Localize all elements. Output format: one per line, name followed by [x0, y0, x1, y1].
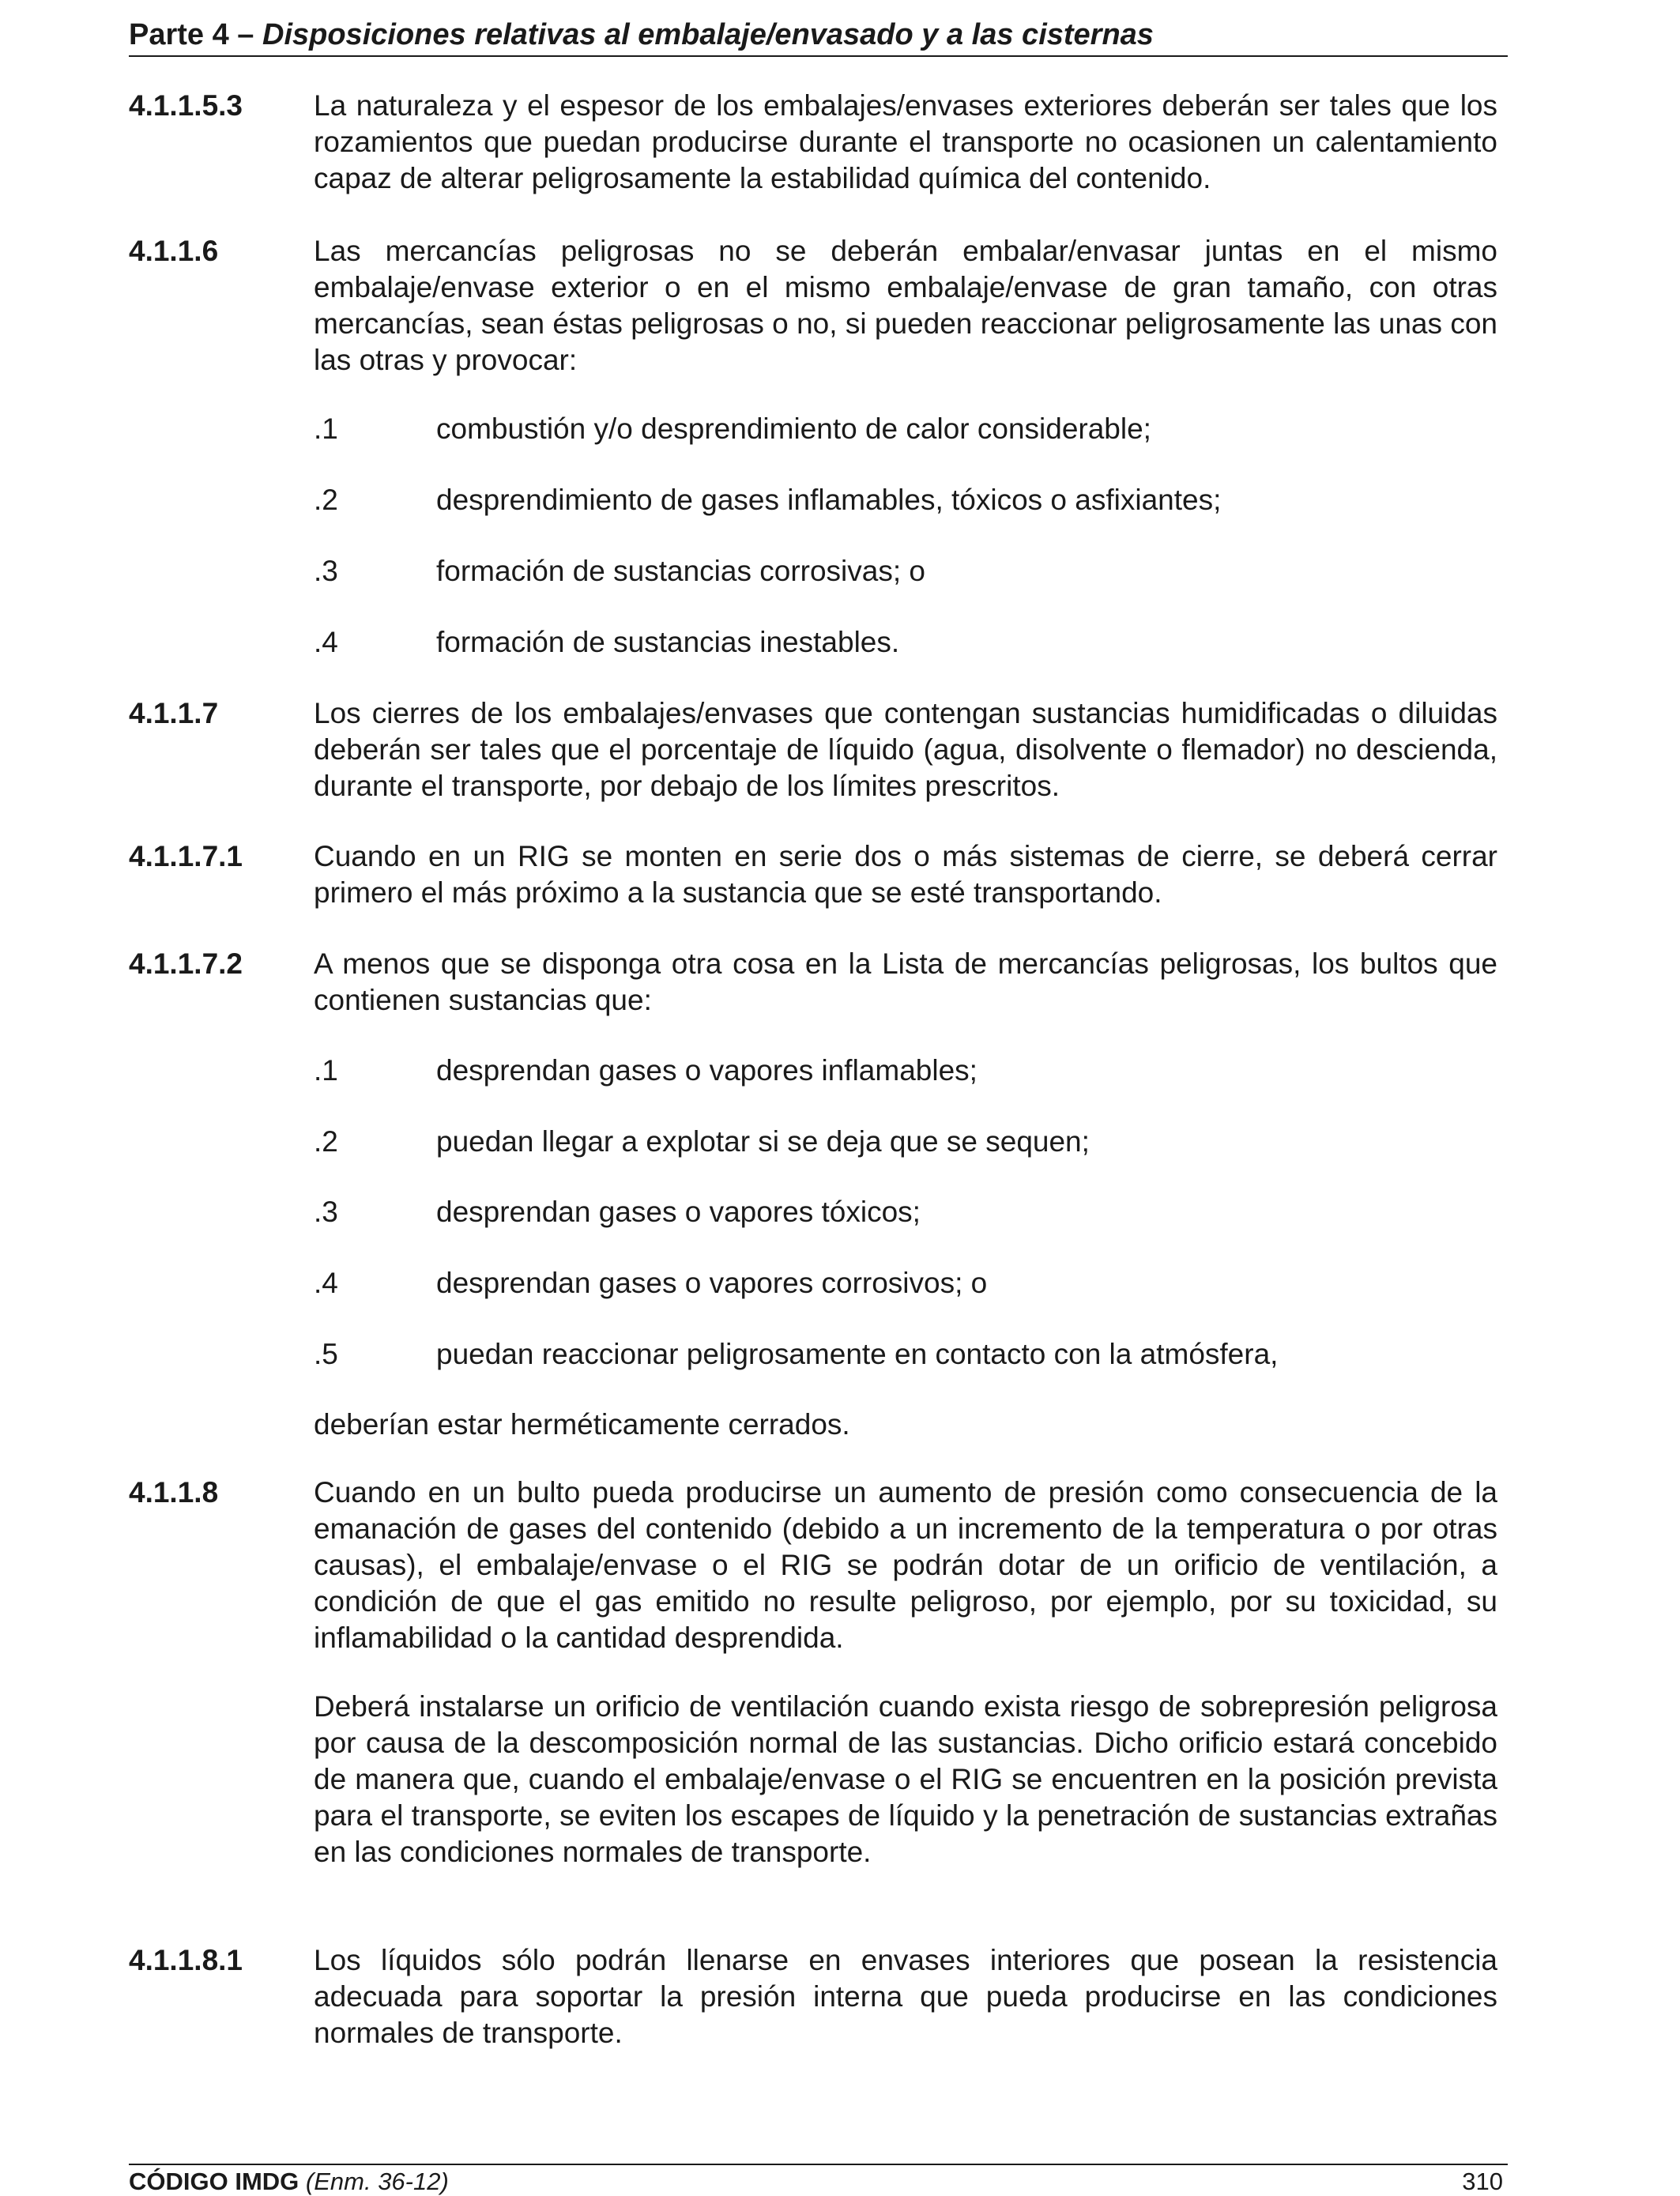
- section-number-4-1-1-5-3: 4.1.1.5.3: [129, 89, 243, 122]
- running-header: [129, 13, 1508, 57]
- section-closing-4-1-1-7-2: deberían estar herméticamente cerrados.: [314, 1408, 850, 1441]
- section-number-4-1-1-7-2: 4.1.1.7.2: [129, 947, 243, 980]
- section-text-4-1-1-8: Cuando en un bulto pueda producirse un aumento de presión como consecuencia de la emanación de gases del contenido (debido a un incremento de la temperatura o por otras causas), el embalaje/envase o el RIG se podrán dotar de un orificio de ventilación, a condición de que el gas emitido no resulte peligroso, por ejemplo, por su toxicidad, su inflamabilidad o la cantidad desprendida.: [314, 1476, 1497, 1654]
- footer-code: [129, 2168, 449, 2196]
- section-number-4-1-1-7: 4.1.1.7: [129, 697, 219, 729]
- running-footer: [129, 2164, 1508, 2195]
- footer-code-name: CÓDIGO IMDG: [129, 2168, 299, 2195]
- list-item-text: puedan llegar a explotar si se deja que se sequen;: [436, 1125, 1090, 1158]
- list-item-number: .5: [314, 1338, 338, 1370]
- footer-amendment: (Enm. 36-12): [305, 2168, 449, 2195]
- list-item-text: puedan reaccionar peligrosamente en contacto con la atmósfera,: [436, 1338, 1279, 1370]
- list-item-text: desprendimiento de gases inflamables, tóxicos o asfixiantes;: [436, 484, 1222, 516]
- section-number-4-1-1-8: 4.1.1.8: [129, 1476, 219, 1509]
- section-text-4-1-1-7-2: A menos que se disponga otra cosa en la Lista de mercancías peligrosas, los bultos que contienen sustancias que:: [314, 947, 1497, 1016]
- section-text-4-1-1-5-3: La naturaleza y el espesor de los embalajes/envases exteriores deberán ser tales que los rozamientos que puedan producirse durante el transporte no ocasionen un calentamiento capaz de alterar peligrosamente la estabilidad química del contenido.: [314, 89, 1497, 194]
- section-text-4-1-1-7: Los cierres de los embalajes/envases que contengan sustancias humidificadas o diluidas deberán ser tales que el porcentaje de líquido (agua, disolvente o flemador) no descienda, durante el transporte, por debajo de los límites prescritos.: [314, 697, 1497, 802]
- list-item-text: formación de sustancias inestables.: [436, 626, 900, 658]
- header-title: [129, 18, 1154, 52]
- header-part-title: Disposiciones relativas al embalaje/envasado y a las cisternas: [262, 18, 1154, 51]
- section-text-4-1-1-8-paragraph-2: Deberá instalarse un orificio de ventilación cuando exista riesgo de sobrepresión peligrosa por causa de la descomposición normal de las sustancias. Dicho orificio estará concebido de manera que, cuando el embalaje/envase o el RIG se encuentren en la posición prevista para el transporte, se eviten los escapes de líquido y la penetración de sustancias extrañas en las condiciones normales de transporte.: [314, 1690, 1497, 1868]
- header-part: Parte 4 –: [129, 18, 262, 51]
- section-number-4-1-1-7-1: 4.1.1.7.1: [129, 840, 243, 872]
- list-item-number: .3: [314, 555, 338, 587]
- section-text-4-1-1-6: Las mercancías peligrosas no se deberán embalar/envasar juntas en el mismo embalaje/envase exterior o en el mismo embalaje/envase de gran tamaño, con otras mercancías, sean éstas peligrosas o no, si pueden reaccionar peligrosamente las unas con las otras y provocar:: [314, 235, 1497, 376]
- page-number: 310: [1462, 2168, 1503, 2195]
- section-text-4-1-1-8-1: Los líquidos sólo podrán llenarse en envases interiores que posean la resistencia adecuada para soportar la presión interna que pueda producirse en las condiciones normales de transporte.: [314, 1944, 1497, 2049]
- list-item-number: .3: [314, 1196, 338, 1228]
- list-item-number: .1: [314, 1054, 338, 1087]
- list-item-text: desprendan gases o vapores tóxicos;: [436, 1196, 921, 1228]
- list-item-text: combustión y/o desprendimiento de calor considerable;: [436, 412, 1151, 445]
- list-item-text: formación de sustancias corrosivas; o: [436, 555, 925, 587]
- list-item-number: .4: [314, 626, 338, 658]
- list-item-number: .2: [314, 484, 338, 516]
- list-item-number: .1: [314, 412, 338, 445]
- section-number-4-1-1-6: 4.1.1.6: [129, 235, 219, 267]
- section-number-4-1-1-8-1: 4.1.1.8.1: [129, 1944, 243, 1976]
- list-item-number: .4: [314, 1267, 338, 1299]
- list-item-number: .2: [314, 1125, 338, 1158]
- list-item-text: desprendan gases o vapores corrosivos; o: [436, 1267, 988, 1299]
- list-item-text: desprendan gases o vapores inflamables;: [436, 1054, 977, 1087]
- section-text-4-1-1-7-1: Cuando en un RIG se monten en serie dos o más sistemas de cierre, se deberá cerrar primero el más próximo a la sustancia que se esté transportando.: [314, 840, 1497, 909]
